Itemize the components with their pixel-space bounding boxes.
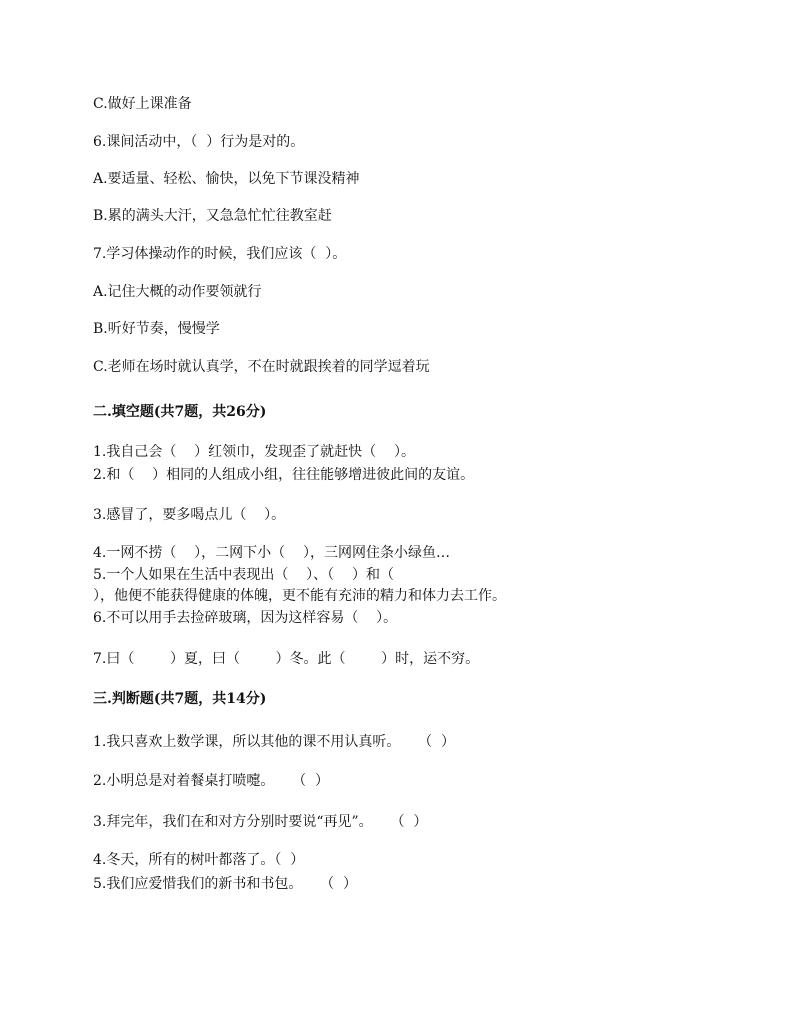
fill-item-6: 6.不可以用手去捡碎玻璃，因为这样容易（ ）。 xyxy=(93,610,398,626)
q6-option-a: A.要适量、轻松、愉快，以免下节课没精神 xyxy=(93,171,360,187)
section-three-heading: 三.判断题(共7题，共14分) xyxy=(93,691,267,707)
judge-item-3: 3.拜完年，我们在和对方分别时要说“再见”。 （ ） xyxy=(93,814,428,830)
fill-item-7: 7.曰（ ）夏，曰（ ）冬。此（ ）时，运不穷。 xyxy=(93,651,480,667)
q7-question: 7.学习体操动作的时候，我们应该（ ）。 xyxy=(93,246,347,262)
fill-item-5-continued: ），他便不能获得健康的体魄，更不能有充沛的精力和体力去工作。 xyxy=(93,588,506,604)
section-two-heading: 二.填空题(共7题，共26分) xyxy=(93,404,267,420)
fill-item-3: 3.感冒了，要多喝点儿（ ）。 xyxy=(93,507,286,523)
judge-item-1: 1.我只喜欢上数学课，所以其他的课不用认真听。 （ ） xyxy=(93,734,456,750)
fill-item-5: 5.一个人如果在生活中表现出（ ）、（ ）和（ xyxy=(93,567,394,583)
q6-question: 6.课间活动中，（ ）行为是对的。 xyxy=(93,134,305,150)
q7-option-c: C.老师在场时就认真学，不在时就跟挨着的同学逗着玩 xyxy=(93,359,430,375)
fill-item-1: 1.我自己会（ ）红领巾，发现歪了就赶快（ ）。 xyxy=(93,444,415,460)
judge-item-5: 5.我们应爱惜我们的新书和书包。 （ ） xyxy=(93,876,358,892)
judge-item-2: 2.小明总是对着餐桌打喷嚏。 （ ） xyxy=(93,773,330,789)
q5-option-c: C.做好上课准备 xyxy=(93,96,192,112)
q7-option-b: B.听好节奏，慢慢学 xyxy=(93,321,220,337)
fill-item-4: 4.一网不捞（ ），二网下小（ ），三网网住条小绿鱼… xyxy=(93,545,450,561)
q7-option-a: A.记住大概的动作要领就行 xyxy=(93,284,262,300)
q6-option-b: B.累的满头大汗，又急急忙忙往教室赶 xyxy=(93,208,332,224)
judge-item-4: 4.冬天，所有的树叶都落了。（ ） xyxy=(93,852,305,868)
fill-item-2: 2.和（ ）相同的人组成小组，往往能够增进彼此间的友谊。 xyxy=(93,467,475,483)
